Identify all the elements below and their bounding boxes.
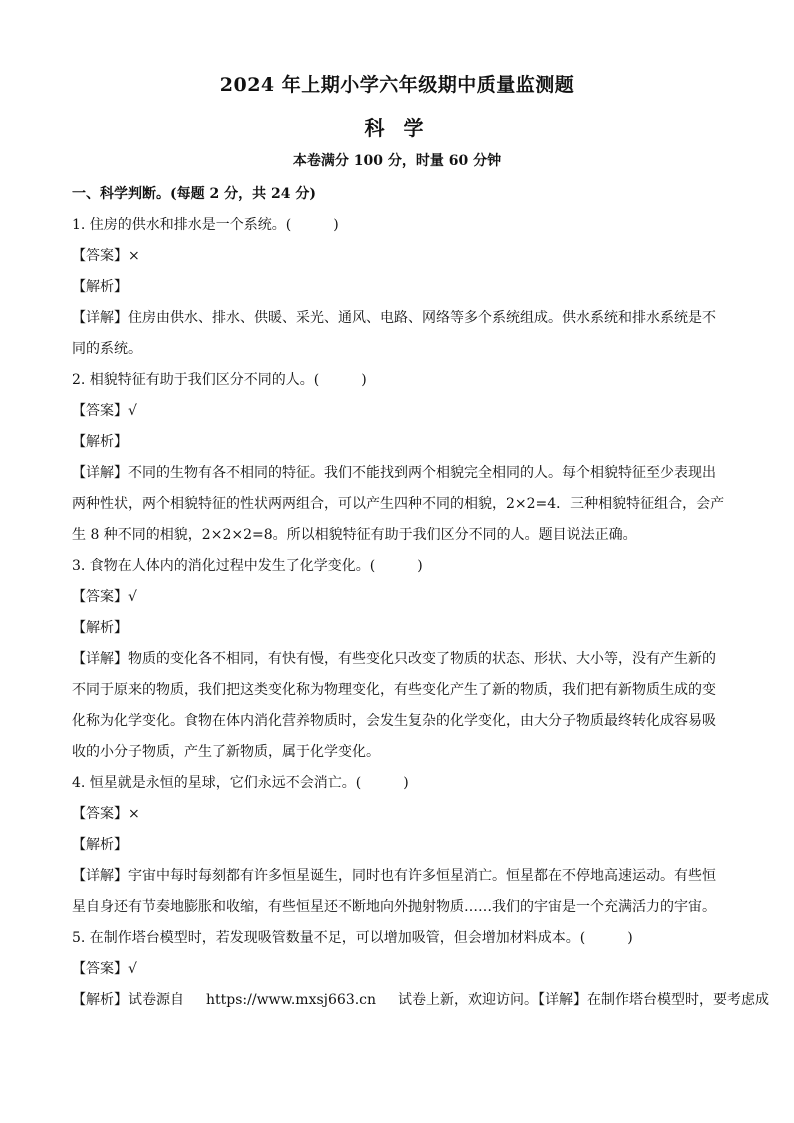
- detail-text: 住房由供水、排水、供暖、采光、通风、电路、网络等多个系统组成。供水系统和排水系统是不: [128, 310, 716, 326]
- question-2-answer: [72, 396, 722, 427]
- question-2-detail-line: [72, 458, 722, 489]
- analysis-label: 【解析】: [72, 992, 128, 1008]
- answer-label: 【答案】: [72, 589, 128, 605]
- source-suffix: 试卷上新，欢迎访问。: [398, 992, 539, 1008]
- question-3-analysis: 【解析】: [72, 620, 128, 636]
- question-1-analysis: 【解析】: [72, 279, 128, 295]
- question-2-detail-line: 生 8 种不同的相貌，2×2×2=8。所以相貌特征有助于我们区分不同的人。题目说法正确。: [72, 527, 637, 543]
- question-5-analysis-line: [72, 985, 770, 1016]
- question-1-detail-line: 同的系统。: [72, 341, 142, 357]
- exam-content: [72, 179, 770, 1016]
- question-3-stem: 3. 食物在人体内的消化过程中发生了化学变化。( ): [72, 558, 423, 574]
- question-1-detail-line: [72, 303, 722, 334]
- answer-label: 【答案】: [72, 806, 128, 822]
- answer-value: ×: [128, 806, 140, 822]
- question-2-analysis: 【解析】: [72, 434, 128, 450]
- answer-label: 【答案】: [72, 961, 128, 977]
- question-4-detail-line: 星自身还有节奏地膨胀和收缩，有些恒星还不断地向外抛射物质……我们的宇宙是一个充满活力的宇宙。: [72, 899, 716, 915]
- question-2-detail-line: 两种性状，两个相貌特征的性状两两组合，可以产生四种不同的相貌，2×2=4．三种相貌特征组合，会产: [72, 496, 725, 512]
- detail-text: 在制作塔台模型时，要考虑成: [587, 992, 770, 1008]
- source-prefix: 试卷源自: [128, 992, 184, 1008]
- question-3-answer: [72, 582, 722, 613]
- question-1-answer: [72, 241, 722, 272]
- detail-label: 【详解】: [72, 651, 128, 667]
- answer-value: ×: [128, 248, 140, 264]
- detail-text: 物质的变化各不相同，有快有慢，有些变化只改变了物质的状态、形状、大小等，没有产生新的: [128, 651, 716, 667]
- answer-value: √: [128, 961, 137, 977]
- question-4-analysis: 【解析】: [72, 837, 128, 853]
- exam-title: 2024 年上期小学六年级期中质量监测题: [219, 74, 575, 96]
- question-4-detail-line: [72, 861, 722, 892]
- answer-label: 【答案】: [72, 403, 128, 419]
- question-3-detail-line: 不同于原来的物质，我们把这类变化称为物理变化，有些变化产生了新的物质，我们把有新物质生成的变: [72, 682, 716, 698]
- section-heading: 一、科学判断。(每题 2 分，共 24 分): [72, 186, 316, 202]
- question-3-detail-line: 收的小分子物质，产生了新物质，属于化学变化。: [72, 744, 380, 760]
- detail-label: 【详解】: [72, 465, 128, 481]
- detail-label: 【详解】: [72, 310, 128, 326]
- detail-text: 不同的生物有各不相同的特征。我们不能找到两个相貌完全相同的人。每个相貌特征至少表现出: [128, 465, 716, 481]
- answer-value: √: [128, 589, 137, 605]
- detail-label: 【详解】: [72, 868, 128, 884]
- question-4-answer: [72, 799, 722, 830]
- question-1-stem: 1. 住房的供水和排水是一个系统。( ): [72, 217, 339, 233]
- answer-label: 【答案】: [72, 248, 128, 264]
- question-4-stem: 4. 恒星就是永恒的星球，它们永远不会消亡。( ): [72, 775, 409, 791]
- source-link[interactable]: https://www.mxsj663.cn: [206, 992, 377, 1008]
- question-5-stem: 5. 在制作塔台模型时，若发现吸管数量不足，可以增加吸管，但会增加材料成本。( ): [72, 930, 633, 946]
- detail-text: 宇宙中每时每刻都有许多恒星诞生，同时也有许多恒星消亡。恒星都在不停地高速运动。有些恒: [128, 868, 716, 884]
- exam-meta: 本卷满分 100 分，时量 60 分钟: [292, 153, 502, 169]
- question-3-detail-line: [72, 644, 722, 675]
- answer-value: √: [128, 403, 137, 419]
- question-5-answer: [72, 954, 722, 985]
- subject-title: 科 学: [364, 116, 430, 140]
- question-3-detail-line: 化称为化学变化。食物在体内消化营养物质时，会发生复杂的化学变化，由大分子物质最终转化成容易吸: [72, 713, 716, 729]
- question-2-stem: 2. 相貌特征有助于我们区分不同的人。( ): [72, 372, 367, 388]
- detail-label: 【详解】: [538, 992, 588, 1008]
